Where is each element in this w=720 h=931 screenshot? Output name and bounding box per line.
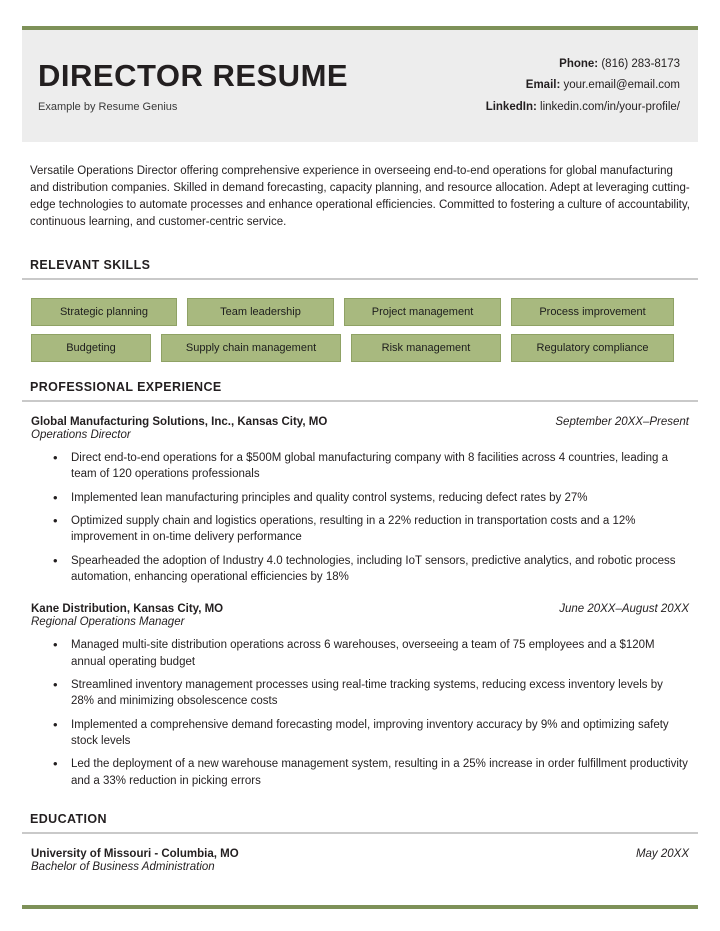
page-title: DIRECTOR RESUME xyxy=(38,57,349,93)
section-education xyxy=(22,812,698,873)
skills-list xyxy=(22,290,698,362)
section-divider-education xyxy=(22,832,698,834)
education-entry xyxy=(22,848,698,873)
section-title-education: EDUCATION xyxy=(30,812,107,826)
experience-bullets xyxy=(31,450,689,585)
section-professional-experience xyxy=(22,380,698,796)
experience-role: Regional Operations Manager xyxy=(31,616,185,629)
experience-entry xyxy=(22,416,698,585)
section-title-experience: PROFESSIONAL EXPERIENCE xyxy=(30,380,222,394)
contact-linkedin-value[interactable]: linkedin.com/in/your-profile/ xyxy=(540,100,680,113)
education-date: May 20XX xyxy=(635,848,689,860)
section-divider-skills xyxy=(22,278,698,280)
skill-chip: Process improvement xyxy=(511,298,674,326)
education-entry-header xyxy=(31,848,689,860)
skill-chip: Project management xyxy=(344,298,501,326)
experience-dates: June 20XX–August 20XX xyxy=(559,603,689,616)
section-relevant-skills xyxy=(22,258,698,362)
contact-linkedin xyxy=(486,97,680,118)
experience-bullet: • Led the deployment of a new warehouse management system, resulting in a 25% increase in order fulfillment productivity and a 33% reduction in picking errors xyxy=(53,756,689,789)
header-subtitle: Example by Resume Genius xyxy=(38,101,178,114)
resume-header xyxy=(22,30,698,142)
experience-entry-header xyxy=(31,416,689,428)
professional-summary: Versatile Operations Director offering comprehensive experience in overseeing end-to-end operations for global manufacturing and distribution companies. Skilled in demand forecasting, capacity planning, and resource allocation. Adept at leveraging cutting-edge technologies to automate processes and enhance operational efficiencies. Committed to fostering a culture of accountability, continuous learning, and customer-centric service. xyxy=(30,165,690,228)
contact-email xyxy=(486,75,680,96)
section-divider-experience xyxy=(22,400,698,402)
contact-email-label: Email: xyxy=(525,79,561,92)
bottom-accent-rule xyxy=(22,905,698,909)
section-title-skills: RELEVANT SKILLS xyxy=(30,258,151,272)
experience-entry-header xyxy=(31,603,689,615)
experience-bullet: • Direct end-to-end operations for a $500M global manufacturing company with 8 facilities across 4 countries, leading a team of 120 operations professionals xyxy=(53,450,689,483)
experience-company: Kane Distribution, Kansas City, MO xyxy=(31,603,224,616)
experience-bullet: • Managed multi-site distribution operations across 6 warehouses, overseeing a team of 75 employees and a $120M annual operating budget xyxy=(53,637,689,670)
experience-bullet: • Implemented lean manufacturing principles and quality control systems, reducing defect rates by 27% xyxy=(53,490,689,506)
education-school: University of Missouri - Columbia, MO xyxy=(31,848,239,860)
experience-bullet: • Spearheaded the adoption of Industry 4.0 technologies, including IoT sensors, predictive analytics, and robotic process automation, enhancing operational efficiencies by 18% xyxy=(53,553,689,586)
skill-chip: Regulatory compliance xyxy=(511,334,674,362)
contact-email-value[interactable]: your.email@email.com xyxy=(563,79,680,92)
skill-chip: Budgeting xyxy=(31,334,151,362)
education-degree: Bachelor of Business Administration xyxy=(31,861,215,873)
experience-entry xyxy=(22,603,698,789)
skill-chip: Supply chain management xyxy=(161,334,341,362)
skill-chip: Team leadership xyxy=(187,298,334,326)
experience-bullet: • Streamlined inventory management processes using real-time tracking systems, reducing excess inventory levels by 28% and minimizing obsolescence costs xyxy=(53,677,689,710)
header-left xyxy=(38,59,348,113)
experience-dates: September 20XX–Present xyxy=(555,416,689,428)
experience-company: Global Manufacturing Solutions, Inc., Kansas City, MO xyxy=(31,416,328,428)
contact-phone-label: Phone: xyxy=(559,58,599,71)
skill-chip: Strategic planning xyxy=(31,298,177,326)
contact-linkedin-label: LinkedIn: xyxy=(485,100,537,113)
skill-chip: Risk management xyxy=(351,334,501,362)
experience-bullets xyxy=(31,637,689,789)
experience-role: Operations Director xyxy=(31,429,131,441)
contact-block xyxy=(486,54,680,118)
contact-phone-value: (816) 283-8173 xyxy=(601,58,680,71)
experience-bullet: • Optimized supply chain and logistics operations, resulting in a 22% reduction in transportation costs and a 12% improvement in on-time delivery performance xyxy=(53,513,689,546)
experience-bullet: • Implemented a comprehensive demand forecasting model, improving inventory accuracy by 9% and optimizing safety stock levels xyxy=(53,717,689,750)
contact-phone xyxy=(486,54,680,75)
